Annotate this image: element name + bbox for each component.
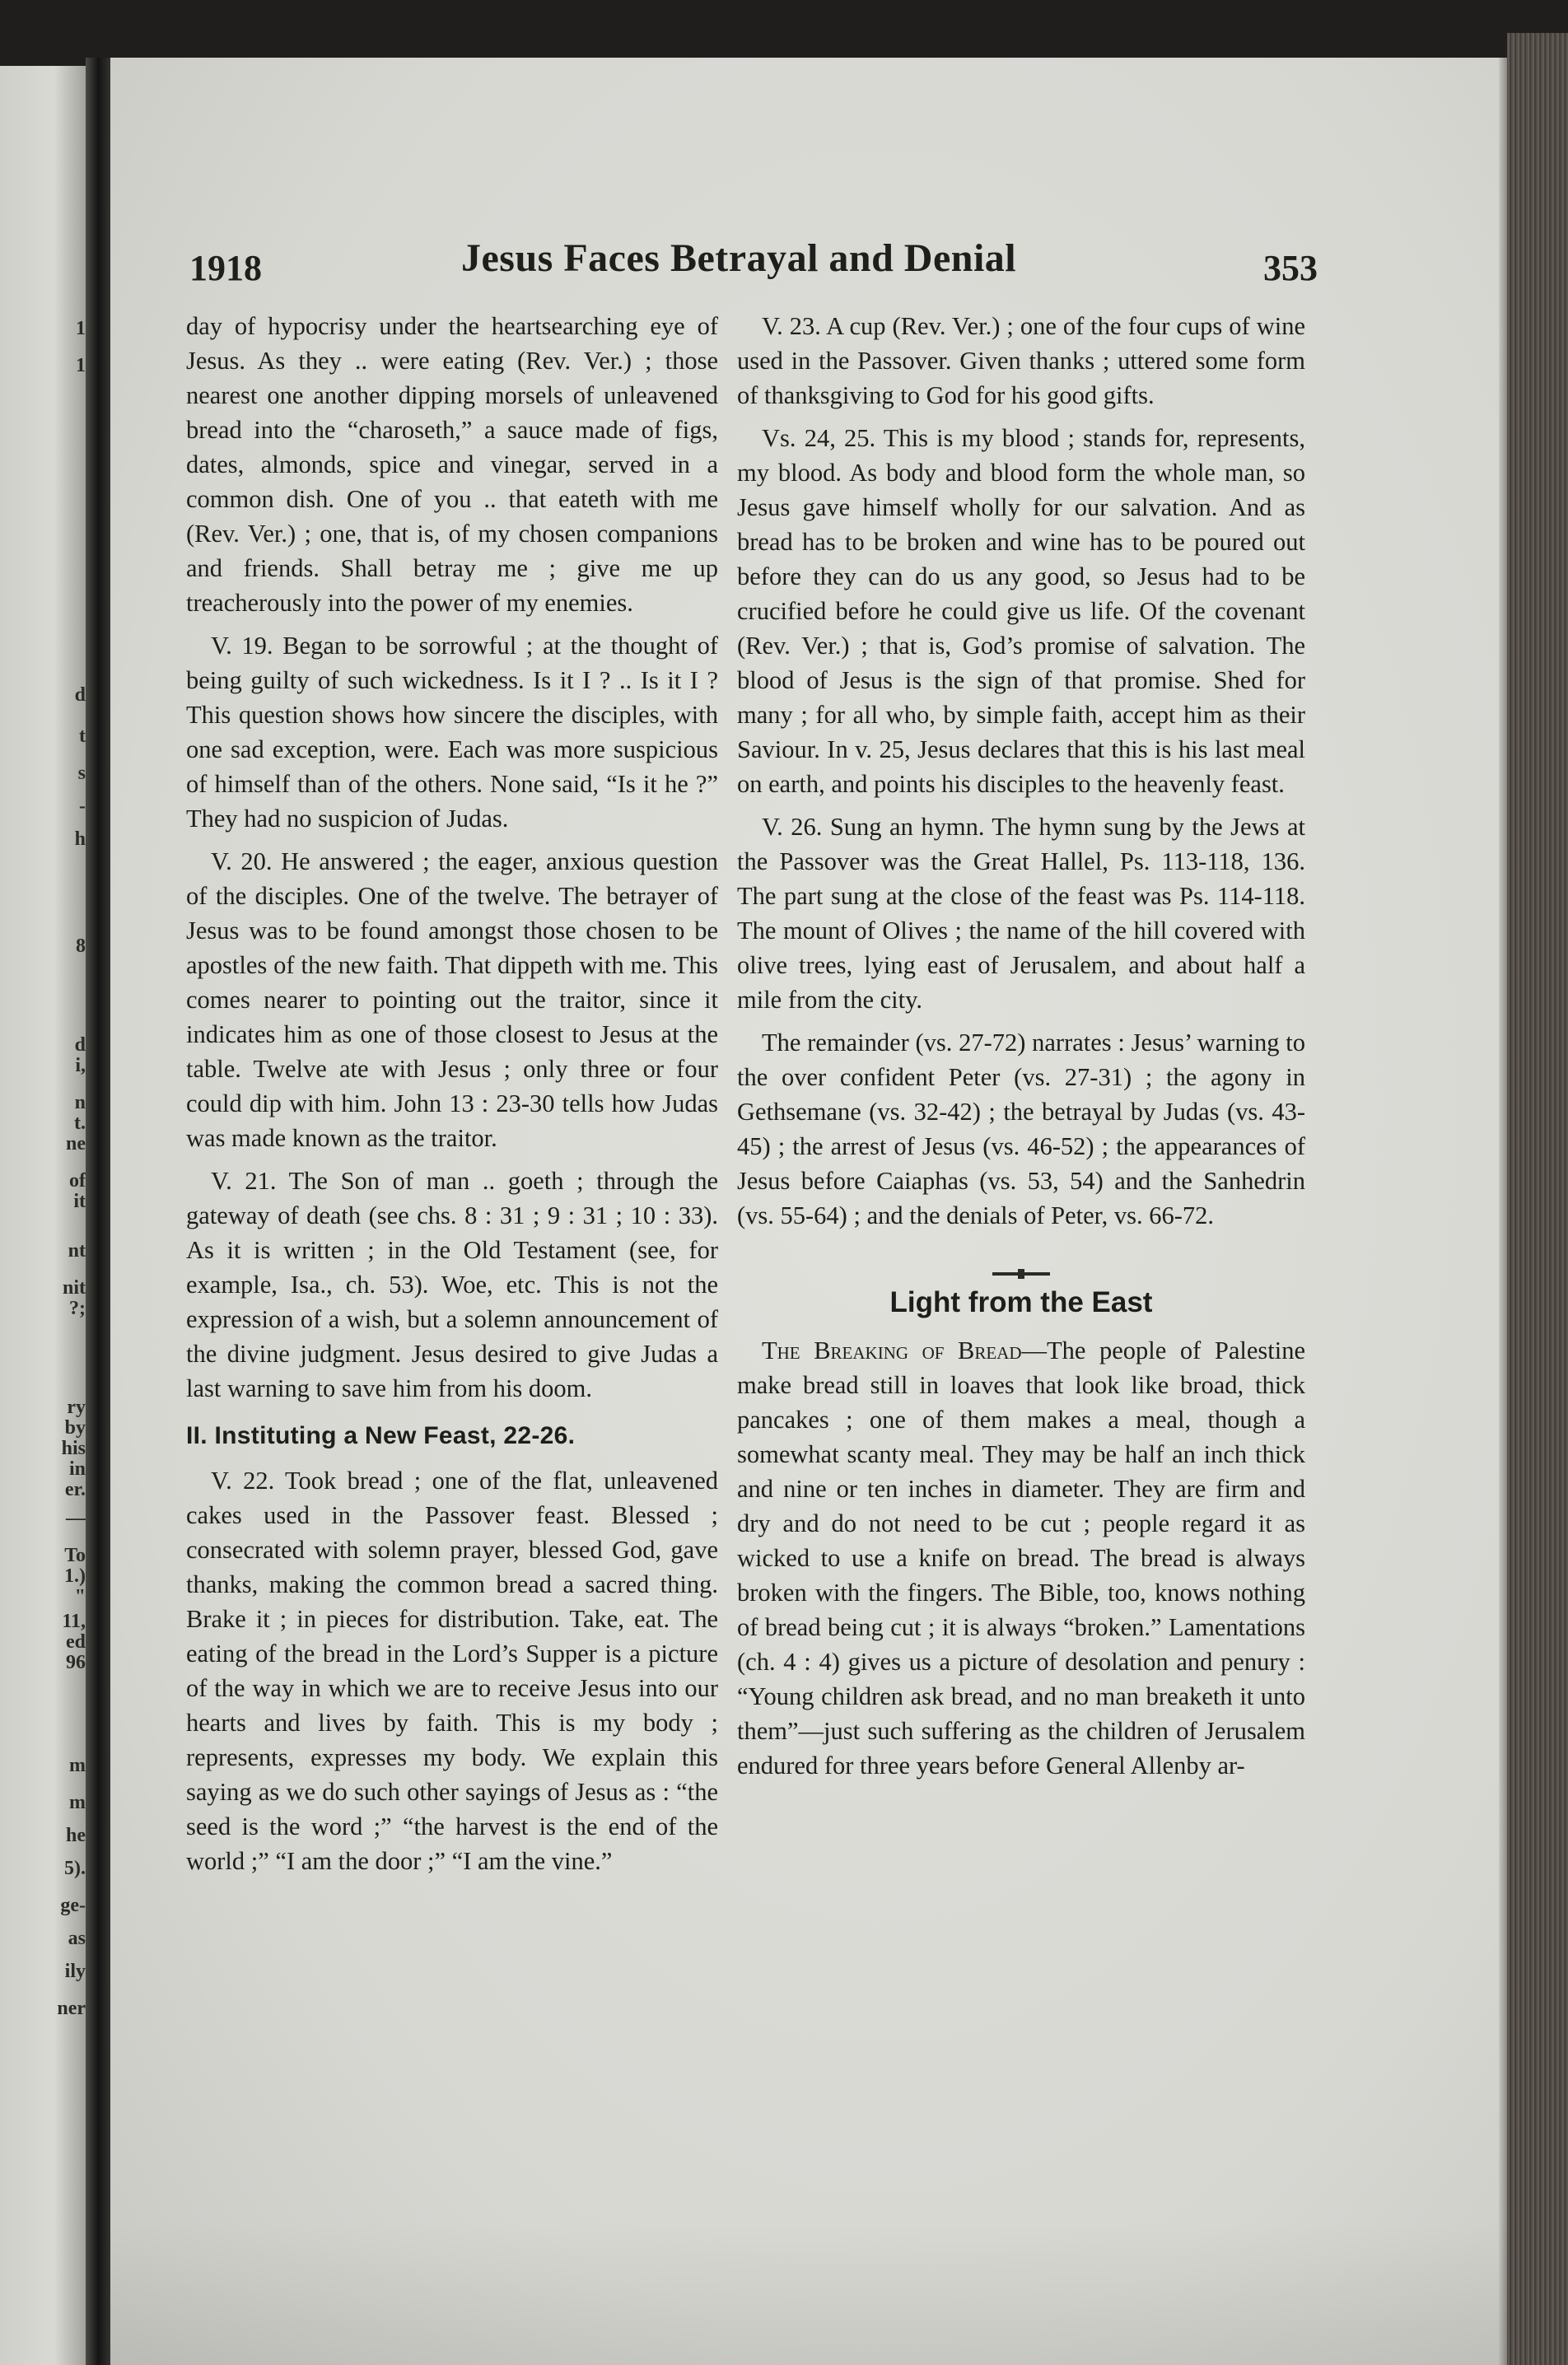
paragraph: V. 19. Began to be sorrowful ; at the thought of being guilty of such wickedness. Is it I ? .. Is it I ? This question shows how sincere the disciples, with one sad exception, were. Each was more suspicious of himself than of the others. None said, “Is it he ?” They had no suspicion of Judas.	[186, 632, 718, 833]
paragraph: V. 26. Sung an hymn. The hymn sung by the Jews at the Passover was the Great Hallel, Ps. 113-118, 136. The part sung at the close of the feast was Ps. 114-118. The mount of Olives ; the name of the hill covered with olive trees, lying east of Jerusalem, and about half a mile from the city.	[737, 813, 1305, 1014]
facing-page-fragment: ne	[66, 1133, 86, 1155]
facing-page-fragment: ner	[57, 1998, 86, 2019]
paragraph-body: —The people of Palestine make bread still in loaves that look like broad, thick pancakes ; one of them makes a meal, though a somewhat scanty meal. They may be half an inch thick and nine or ten inches in diameter. They are firm and dry and do not need to be cut ; people regard it as wicked to use a knife on bread. The bread is always broken with the fingers. The Bible, too, knows nothing of bread being cut ; it is always “broken.” Lamentations (ch. 4 : 4) gives us a picture of desolation and penury : “Young children ask bread, and no man breaketh it unto them”—just such suffering as the children of Jerusalem endured for three years before General Allenby ar-	[737, 1336, 1305, 1780]
facing-page-fragment: i,	[75, 1055, 86, 1076]
facing-page-fragment: his	[61, 1438, 86, 1459]
lead-in-smallcaps: The Breaking of Bread	[762, 1336, 1022, 1364]
facing-page-fragment: -	[79, 795, 86, 817]
right-column	[737, 309, 1305, 1791]
left-column	[186, 309, 718, 1887]
page-edge-shadow	[1499, 58, 1507, 2365]
facing-page-fragment: n	[74, 1092, 86, 1113]
header-year: 1918	[189, 248, 262, 288]
facing-page-fragment: er.	[64, 1479, 86, 1500]
facing-page-fragment: of	[69, 1170, 86, 1192]
facing-page-fragment: "	[74, 1586, 86, 1607]
facing-page-fragment: ed	[66, 1631, 86, 1653]
facing-page-fragment: ily	[64, 1961, 86, 1982]
section-heading: Light from the East	[889, 1286, 1153, 1318]
facing-page-fragment: 11,	[62, 1611, 86, 1632]
facing-page-fragment: in	[68, 1458, 86, 1480]
paragraph: V. 23. A cup (Rev. Ver.) ; one of the four cups of wine used in the Passover. Given thanks ; uttered some form of thanksgiving to God for his good gifts.	[737, 312, 1305, 409]
facing-page-fragment: 5).	[64, 1858, 86, 1879]
facing-page-fragment: 1.)	[64, 1565, 86, 1587]
facing-page-fragment: ge-	[60, 1895, 86, 1916]
section-heading: II. Instituting a New Feast, 22-26.	[186, 1422, 576, 1449]
facing-page-fragment: m	[69, 1792, 86, 1813]
facing-page-fragment: h	[74, 828, 86, 850]
running-head	[181, 236, 1318, 288]
paragraph: Vs. 24, 25. This is my blood ; stands for, represents, my blood. As body and blood form the whole man, so Jesus gave himself wholly for our salvation. And as bread has to be broken and wine has to be poured out before they can do us any good, so Jesus had to be crucified before he could give us life. Of the covenant (Rev. Ver.) ; that is, God’s promise of salvation. The blood of Jesus is the sign of that promise. Shed for many ; for all who, by simple faith, accept him as their Saviour. In v. 25, Jesus declares that this is his last meal on earth, and points his disciples to the heavenly feast.	[737, 424, 1305, 798]
facing-page-fragment: ?;	[69, 1298, 86, 1319]
facing-page-fragment: s	[77, 763, 86, 784]
paragraph: V. 21. The Son of man .. goeth ; through the gateway of death (see chs. 8 : 31 ; 9 : 31 ; 10 : 33). As it is written ; in the Old Testament (see, for example, Isa., ch. 53). Woe, etc. This is not the expression of a wish, but a solemn announcement of the divine judgment. Jesus desired to give Judas a last warning to save him from his doom.	[186, 1167, 718, 1402]
facing-page-fragment: 8	[76, 935, 86, 957]
page-shadow	[110, 2223, 1510, 2365]
facing-page-fragment: nit	[62, 1277, 86, 1299]
facing-page-fragment: —	[66, 1508, 86, 1529]
facing-page-fragment: t	[79, 725, 86, 747]
page-title: Jesus Faces Betrayal and Denial	[461, 236, 1017, 280]
paragraph: The remainder (vs. 27-72) narrates : Jesus’ warning to the over confident Peter (vs. 27-31) ; the agony in Gethsemane (vs. 32-42) ; the betrayal by Judas (vs. 43-45) ; the arrest of Jesus (vs. 46-52) ; the appearances of Jesus before Caiaphas (vs. 53, 54) and the Sanhedrin (vs. 55-64) ; and the denials of Peter, vs. 66-72.	[737, 1029, 1305, 1229]
facing-page-fragment: by	[64, 1417, 86, 1439]
facing-page-edge	[0, 66, 91, 2365]
paragraph	[737, 1333, 1305, 1783]
facing-page-fragment: To	[64, 1545, 86, 1566]
facing-page-fragment: as	[68, 1928, 86, 1949]
facing-page-fragment: t.	[74, 1113, 86, 1134]
book-gutter	[86, 58, 114, 2365]
facing-page-fragment: ry	[67, 1397, 86, 1418]
facing-page-fragment: 1	[76, 355, 86, 376]
paragraph: day of hypocrisy under the heartsearching eye of Jesus. As they .. were eating (Rev. Ver.) ; those nearest one another dipping morsels of unleavened bread into the “charoseth,” a sauce made of figs, dates, almonds, spice and vinegar, served in a common dish. One of you .. that eateth with me (Rev. Ver.) ; one, that is, of my chosen companions and friends. Shall betray me ; give me up treacherously into the power of my enemies.	[186, 312, 718, 617]
facing-page-fragment: 1	[76, 318, 86, 339]
facing-page-fragment: 96	[66, 1652, 86, 1673]
facing-page-fragment: he	[66, 1825, 86, 1846]
stacked-page-edges	[1507, 33, 1568, 2365]
paragraph: V. 22. Took bread ; one of the flat, unleavened cakes used in the Passover feast. Blessed ; consecrated with solemn prayer, blessed God, gave thanks, making the common bread a sacred thing. Brake it ; in pieces for distribution. Take, eat. The eating of the bread in the Lord’s Supper is a picture of the way in which we are to receive Jesus into our hearts and lives by faith. This is my body ; represents, expresses my body. We explain this saying as we do such other sayings of Jesus as : “the seed is the word ;” “the harvest is the end of the world ;” “I am the door ;” “I am the vine.”	[186, 1467, 718, 1875]
facing-page-fragment: d	[74, 1034, 86, 1056]
facing-page-fragment: m	[69, 1755, 86, 1776]
page-number: 353	[1263, 248, 1318, 288]
facing-page-fragment: it	[73, 1191, 86, 1212]
section-divider-ornament	[737, 1254, 1305, 1274]
paragraph: V. 20. He answered ; the eager, anxious question of the disciples. One of the twelve. The betrayer of Jesus was to be found amongst those chosen to be apostles of the new faith. That dippeth with me. This comes nearer to pointing out the traitor, since it indicates him as one of those closest to Jesus at the table. Twelve ate with Jesus ; only three or four could dip with him. John 13 : 23-30 tells how Judas was made known as the traitor.	[186, 847, 718, 1152]
facing-page-fragment: nt	[68, 1240, 86, 1262]
facing-page-fragment: d	[74, 684, 86, 706]
